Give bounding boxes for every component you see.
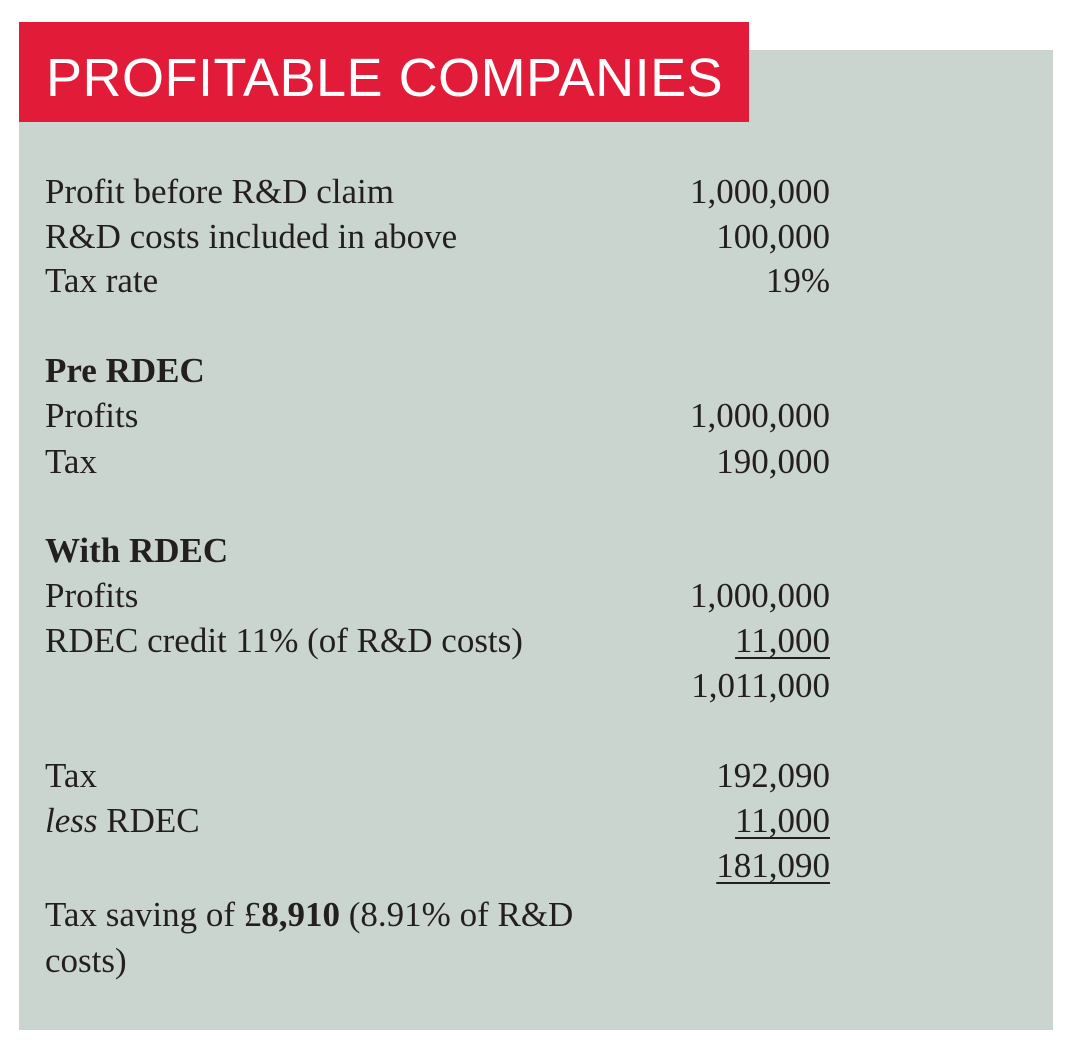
row-value: 1,000,000	[690, 172, 830, 211]
saving-amount: 8,910	[261, 895, 341, 934]
section-heading-pre-rdec	[45, 348, 830, 394]
row-label: Tax	[45, 756, 97, 795]
page-title: PROFITABLE COMPANIES	[46, 48, 724, 108]
row-value: 190,000	[716, 442, 830, 481]
row-value: 11,000	[735, 801, 830, 840]
section-heading: Pre RDEC	[45, 351, 205, 390]
tax-saving-note	[45, 892, 605, 984]
row-rd-costs	[45, 214, 830, 260]
less-label: RDEC	[97, 801, 200, 840]
row-label: Profits	[45, 576, 139, 615]
row-less-rdec	[45, 798, 830, 844]
row-label: R&D costs included in above	[45, 217, 458, 256]
row-pre-tax	[45, 439, 830, 485]
row-value: 11,000	[735, 621, 830, 660]
row-value: 1,000,000	[690, 576, 830, 615]
row-label	[45, 798, 200, 844]
row-label: Tax rate	[45, 261, 159, 300]
section-heading: With RDEC	[45, 531, 229, 570]
saving-suffix: (8.91% of R&D costs)	[45, 895, 574, 980]
title-banner	[19, 22, 749, 122]
row-with-tax	[45, 753, 830, 799]
row-value: 181,090	[716, 846, 830, 885]
section-heading-with-rdec	[45, 528, 830, 574]
row-value: 1,011,000	[691, 666, 830, 705]
row-value: 192,090	[716, 756, 830, 795]
saving-prefix: Tax saving of £	[45, 895, 262, 934]
row-value: 1,000,000	[690, 396, 830, 435]
row-rdec-credit	[45, 618, 830, 664]
row-value: 100,000	[716, 217, 830, 256]
row-label: Profit before R&D claim	[45, 172, 394, 211]
row-label: Profits	[45, 396, 139, 435]
row-label: RDEC credit 11% (of R&D costs)	[45, 621, 523, 660]
row-profit-before-claim	[45, 169, 830, 215]
row-tax-rate	[45, 258, 830, 304]
row-pre-profits	[45, 393, 830, 439]
less-word: less	[45, 801, 98, 840]
row-label: Tax	[45, 442, 97, 481]
row-net-tax	[45, 843, 830, 889]
row-with-profits	[45, 573, 830, 619]
row-value: 19%	[765, 261, 830, 300]
row-subtotal	[45, 663, 830, 709]
